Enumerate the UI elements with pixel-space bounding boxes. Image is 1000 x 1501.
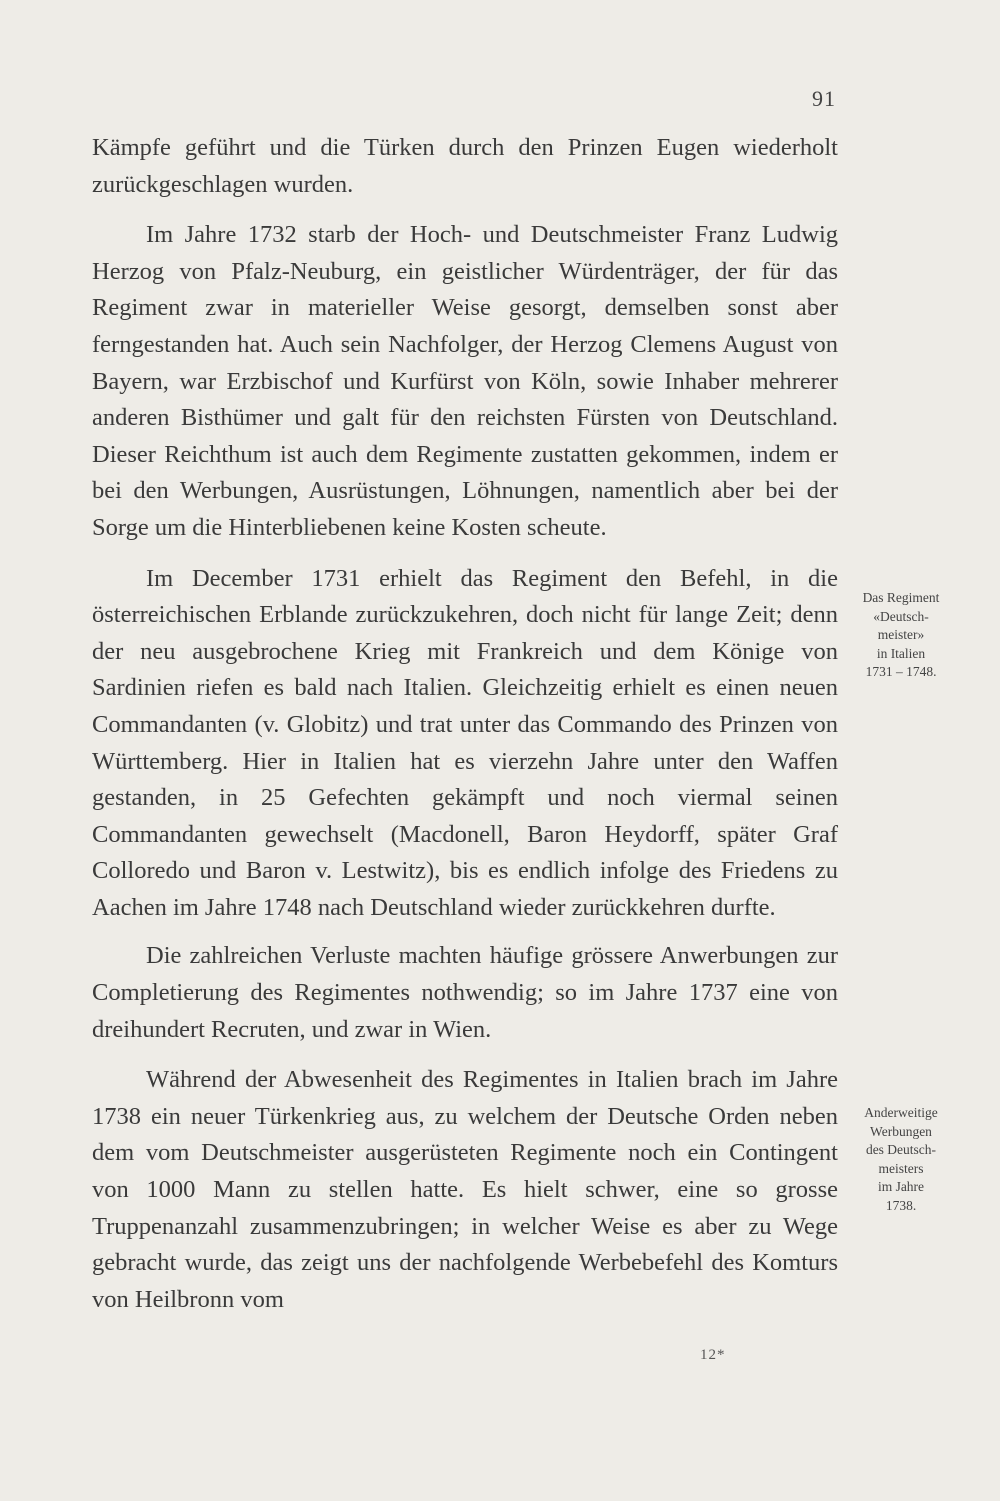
- marginal-note-line: meisters: [878, 1160, 924, 1176]
- marginal-note-line: im Jahre: [877, 1179, 925, 1194]
- paragraph-recruitment-1737: Die zahlreichen Verluste machten häufige grössere Anwerbungen zur Completierung des Regimentes nothwendig; so im Jahre 1737 eine von dreihundert Recruten, und zwar in Wien.: [92, 942, 838, 1043]
- paragraph-continuation: Kämpfe geführt und die Türken durch den Prinzen Eugen wiederholt zurückgeschlagen wurden.: [92, 134, 838, 198]
- paragraph-turkish-war-1738: Während der Abwesenheit des Regimentes in Italien brach im Jahre 1738 ein neuer Türkenkrieg aus, zu welchem der Deutsche Orden neben dem vom Deutschmeister ausgerüsteten Regimente noch ein Contingent von 1000 Mann zu stellen hatte. Es hielt schwer, eine so grosse Truppenanzahl zusammenzubringen; in welcher Weise es aber zu Wege gebracht wurde, das zeigt uns der nachfolgende Werbebefehl des Komturs von Heilbronn vom: [92, 1066, 838, 1313]
- marginal-note-line: meister»: [877, 627, 925, 642]
- marginal-note-line: «Deutsch-: [873, 608, 929, 624]
- marginal-note-line: des Deutsch-: [865, 1142, 937, 1157]
- page-number: 91: [812, 86, 836, 111]
- marginal-note-line: in Italien: [876, 645, 926, 661]
- marginal-note-line: 1738.: [885, 1197, 917, 1213]
- marginal-note-line: Das Regiment: [862, 590, 940, 605]
- marginal-note-line: Anderweitige: [864, 1105, 938, 1120]
- paragraph-hochmeister-1732: Im Jahre 1732 starb der Hoch- und Deutschmeister Franz Ludwig Herzog von Pfalz-Neuburg, ein geistlicher Würdenträger, der für das Regiment zwar in materieller Weise gesorgt, demselben sonst aber ferngestanden hat. Auch sein Nachfolger, der Herzog Clemens August von Bayern, war Erzbischof und Kurfürst von Köln, sowie Inhaber mehrerer anderen Bisthümer und galt für den reichsten Fürsten von Deutschland. Dieser Reichthum ist auch dem Regimente zustatten gekommen, indem er bei den Werbungen, Ausrüstungen, Löhnungen, namentlich aber bei der Sorge um die Hinterbliebenen keine Kosten scheute.: [92, 221, 838, 541]
- marginal-note-recruitment: [845, 1104, 957, 1215]
- marginal-note-regiment-italy: [845, 589, 957, 682]
- body-text: [92, 130, 838, 1318]
- signature-mark: 12*: [700, 1347, 726, 1363]
- marginal-note-line: 1731 – 1748.: [865, 664, 937, 679]
- paragraph-italy-campaign: Im December 1731 erhielt das Regiment den Befehl, in die österreichischen Erblande zurückzukehren, doch nicht für lange Zeit; denn der neu ausgebrochene Krieg mit Frankreich und dem Könige von Sardinien riefen es bald nach Italien. Gleichzeitig erhielt es einen neuen Commandanten (v. Globitz) und trat unter das Commando des Prinzen von Württemberg. Hier in Italien hat es vierzehn Jahre unter den Waffen gestanden, in 25 Gefechten gekämpft und noch viermal seinen Commandanten gewechselt (Macdonell, Baron Heydorff, später Graf Colloredo und Baron v. Lestwitz), bis es endlich infolge des Friedens zu Aachen im Jahre 1748 nach Deutschland wieder zurückkehren durfte.: [92, 564, 838, 921]
- marginal-note-line: Werbungen: [870, 1123, 932, 1139]
